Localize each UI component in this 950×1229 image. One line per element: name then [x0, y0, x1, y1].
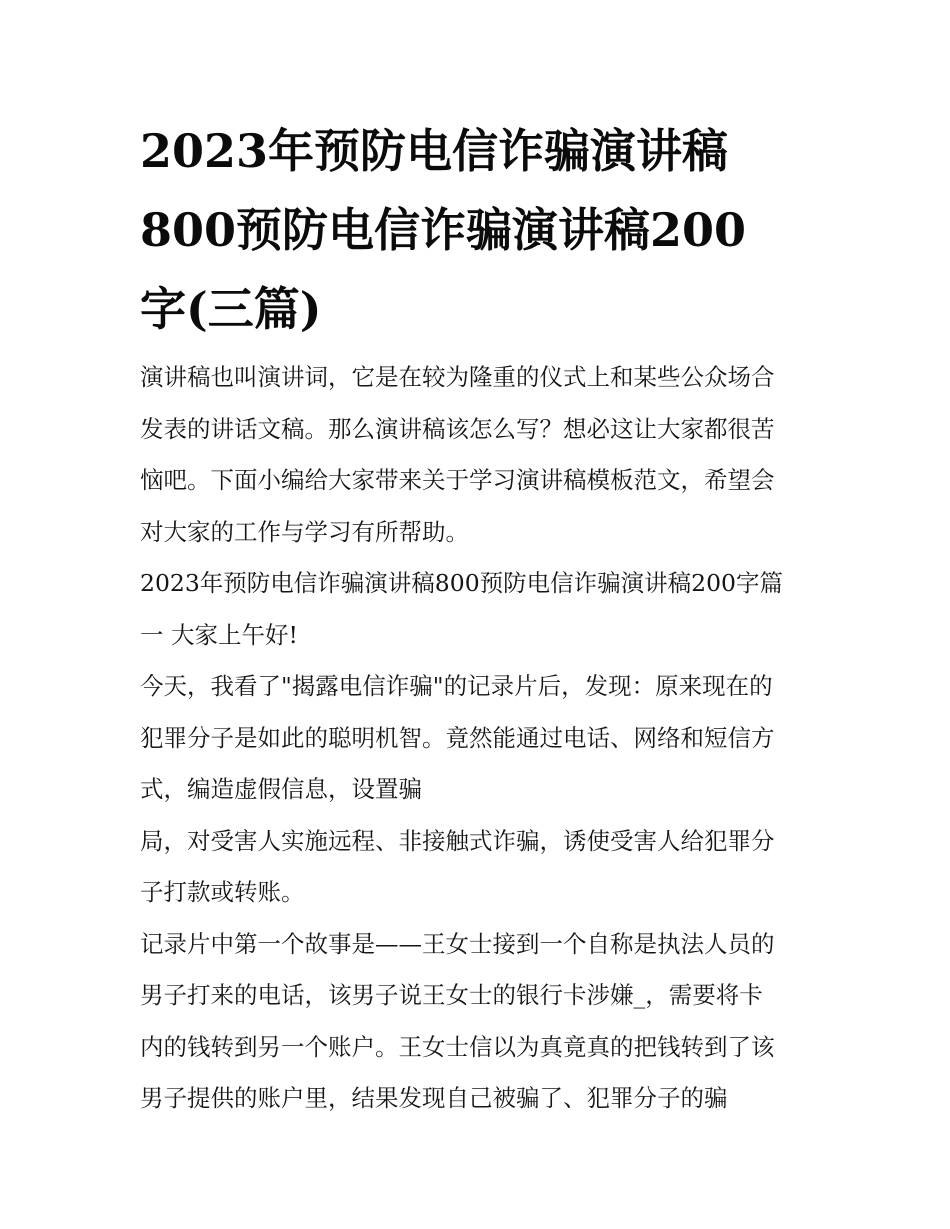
text-line: 局，对受害人实施远程、非接触式诈骗，诱使受害人给犯罪分 [140, 826, 775, 855]
body-paragraph [140, 661, 820, 816]
section-heading-paragraph [140, 558, 820, 661]
text-line: 今天，我看了"揭露电信诈骗"的记录片后，发现：原来现在的 [140, 672, 773, 700]
text-line: 内的钱转到另一个账户。王女士信以为真竟真的把钱转到了该 [140, 1032, 775, 1061]
text-line: 恼吧。下面小编给大家带来关于学习演讲稿模板范文，希望会 [140, 466, 775, 494]
body-paragraph [140, 816, 820, 919]
text-line: 犯罪分子是如此的聪明机智。竟然能通过电话、网络和短信方 [140, 723, 775, 752]
text-line: 对大家的工作与学习有所帮助。 [140, 517, 469, 546]
text-line: 式，编造虚假信息，设置骗 [140, 775, 422, 803]
document-body [140, 352, 820, 1125]
text-line: 一 大家上午好! [140, 620, 298, 649]
text-line: 子打款或转账。 [140, 878, 305, 906]
title-line: 字(三篇) [140, 282, 322, 336]
text-line: 男子打来的电话，该男子说王女士的银行卡涉嫌_，需要将卡 [140, 981, 763, 1009]
text-line: 演讲稿也叫演讲词，它是在较为隆重的仪式上和某些公众场合 [140, 363, 775, 391]
text-line: 发表的讲话文稿。那么演讲稿该怎么写？想必这让大家都很苦 [140, 414, 775, 443]
text-line: 男子提供的账户里，结果发现自己被骗了、犯罪分子的骗 [140, 1084, 728, 1112]
title-line: 2023年预防电信诈骗演讲稿 [140, 124, 729, 178]
document-title [140, 112, 820, 349]
text-line: 记录片中第一个故事是——王女士接到一个自称是执法人员的 [140, 929, 775, 958]
intro-paragraph [140, 352, 820, 558]
title-line: 800预防电信诈骗演讲稿200 [140, 203, 747, 257]
body-paragraph [140, 919, 820, 1125]
text-line: 2023年预防电信诈骗演讲稿800预防电信诈骗演讲稿200字篇 [140, 569, 784, 597]
